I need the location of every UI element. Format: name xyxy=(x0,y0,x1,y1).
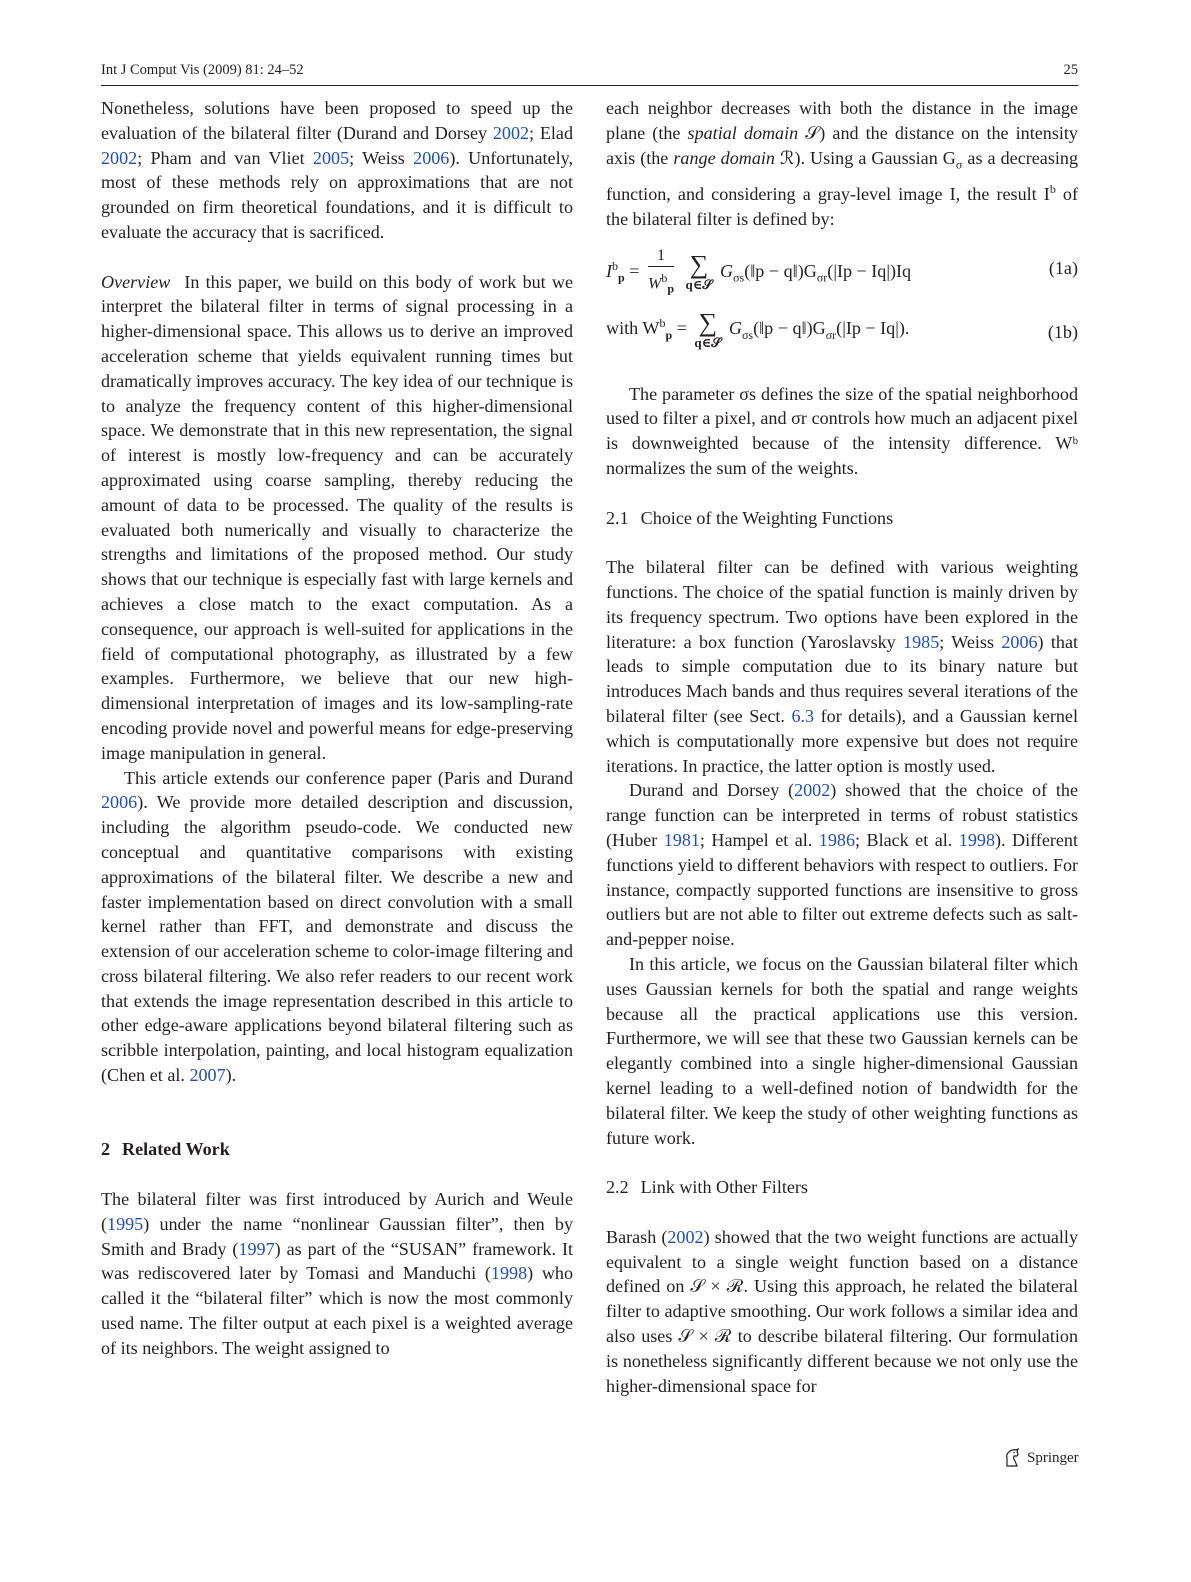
springer-horse-icon xyxy=(1003,1448,1021,1468)
fraction: $\frac{1}{W^b_p}$ xyxy=(647,246,674,296)
paragraph-extends: This article extends our conference paper (Paris and Durand 2006). We provide more detailed description and discussion, including the algorithm pseudo-code. We conducted new conceptual and quantitative comparisons with existing approximations of the bilateral filter. We describe a new and faster implementation based on direct convolution with a small kernel rather than FFT, and demonstrate and discuss the extension of our acceleration scheme to color-image filtering and cross bilateral filtering. We also refer readers to our recent work that extends the image representation described in this article to other edge-aware applications beyond bilateral filtering such as scribble interpolation, painting, and local histogram equalization (Chen et al. 2007). xyxy=(101,767,573,1086)
publisher-logo xyxy=(1003,1448,1079,1468)
paragraph-related-work: The bilateral filter was first introduced by Aurich and Weule (1995) under the name “nonlinear Gaussian filter”, then by Smith and Brady (1997) as part of the “SUSAN” framework. It was rediscovered later by Tomasi and Manduchi (1998) who called it the “bilateral filter” which is now the most commonly used name. The filter output at each pixel is a weighted average of its neighbors. The weight assigned to xyxy=(101,1189,573,1358)
citation-link[interactable]: 1995 xyxy=(107,1213,144,1234)
summation-symbol: ∑ q∈𝒮 xyxy=(694,307,722,350)
summation-symbol: ∑ q∈𝒮 xyxy=(685,250,713,293)
citation-link[interactable]: 2002 xyxy=(667,1226,704,1247)
citation-link[interactable]: 1981 xyxy=(663,829,700,850)
paragraph-neighbor-weight: each neighbor decreases with both the distance in the image plane (the spatial domain 𝒮) and the distance on the intensity axis (the range domain ℛ). Using a Gaussian $G_\sigma$ as a decreasing function, and considering a gray-level image I, the result $I^b$ of the bilateral filter is defined by: xyxy=(606,98,1078,229)
equation-1b: with $W^b_p$ = ∑ q∈𝒮 $G_{\sigma s}(‖p$ − $q‖)G_{\sigma r}(|Ip - Iq|)$. (1b) xyxy=(606,307,1078,350)
paragraph-weighting: The bilateral filter can be defined with various weighting functions. The choice of the spatial function is mainly driven by its frequency spectrum. Two options have been explored in the literature: a box function (Yaroslavsky 1985; Weiss 2006) that leads to simple computation due to its binary nature but introduces Mach bands and thus requires several iterations of the bilateral filter (see Sect. 6.3 for details), and a Gaussian kernel which is computationally more expensive but does not require iterations. In practice, the latter option is mostly used. xyxy=(606,557,1079,776)
equation-number: (1a) xyxy=(1048,257,1078,278)
citation-link[interactable]: 2007 xyxy=(189,1065,226,1086)
equation-1a: $I^b_p$ = $\frac{1}{W^b_p}$ ∑ q∈𝒮 $G_{\sigma s}(‖p$ − $q‖)G_{\sigma r}(|Ip - Iq|)Iq$ (1a) xyxy=(606,246,1078,296)
left-column xyxy=(101,96,573,1361)
citation-link[interactable]: 1998 xyxy=(958,829,995,850)
citation-link[interactable]: 2006 xyxy=(1001,631,1038,652)
citation-link[interactable]: 1985 xyxy=(903,631,940,652)
citation-link[interactable]: 2002 xyxy=(492,122,530,143)
citation-link[interactable]: 1986 xyxy=(818,829,855,850)
citation-link[interactable]: 2002 xyxy=(794,780,831,801)
citation-link[interactable]: 1998 xyxy=(490,1263,528,1284)
equation-number: (1b) xyxy=(1047,321,1078,342)
paragraph-overview: Overview In this paper, we build on this body of work but we interpret the bilateral filter in terms of signal processing in a higher-dimensional space. This allows us to derive an improved acceleration scheme that yields equivalent running times but dramatically improves accuracy. The key idea of our technique is to analyze the frequency content of this higher-dimensional space. We demonstrate that in this new representation, the signal of interest is mostly low-frequency and can be accurately approximated using coarse sampling, thereby reducing the amount of data to be processed. The quality of the results is evaluated both numerically and visually to characterize the strengths and limitations of the proposed method. Our study shows that our technique is especially fast with large kernels and achieves a close match to the exact computation. As a consequence, our approach is well-suited for applications in the field of computational photography, as illustrated by a few examples. Furthermore, we believe that our new high-dimensional interpretation of images and its low-sampling-rate encoding provide novel and powerful means for edge-preserving image manipulation in general. xyxy=(101,271,573,763)
citation-link[interactable]: 2006 xyxy=(101,792,138,813)
citation-link[interactable]: 1997 xyxy=(238,1238,275,1259)
subsection-heading-other-filters: 2.2 Link with Other Filters xyxy=(606,1177,808,1198)
page-number: 25 xyxy=(1063,62,1078,78)
overview-heading: Overview xyxy=(101,271,171,292)
paragraph-robust-statistics: Durand and Dorsey (2002) showed that the choice of the range function can be interpreted in terms of robust statistics (Huber 1981; Hampel et al. 1986; Black et al. 1998). Different functions yield to different behaviors with respect to outliers. For instance, compactly supported functions are insensitive to gross outliers but are not able to filter out extreme defects such as salt-and-pepper noise. xyxy=(606,780,1079,950)
publisher-name: Springer xyxy=(1027,1449,1079,1466)
section-heading-related-work: 2 Related Work xyxy=(101,1139,230,1160)
paragraph-speedup: Nonetheless, solutions have been proposed to speed up the evaluation of the bilateral filter (Durand and Dorsey 2002; Elad 2002; Pham and van Vliet 2005; Weiss 2006). Unfortunately, most of these methods rely on approximations that are not grounded on firm theoretical foundations, and it is difficult to evaluate the accuracy that is sacrificed. xyxy=(101,98,573,242)
header-rule xyxy=(101,85,1078,86)
right-column xyxy=(606,96,1078,1398)
paragraph-barash: Barash (2002) showed that the two weight functions are actually equivalent to a single weight function based on a distance defined on 𝒮 × ℛ. Using this approach, he related the bilateral filter to adaptive smoothing. Our work follows a similar idea and also uses 𝒮 × ℛ to describe bilateral filtering. Our formulation is nonetheless significantly different because we not only use the higher-dimensional space for xyxy=(606,1226,1078,1396)
subsection-heading-weighting: 2.1 Choice of the Weighting Functions xyxy=(606,507,894,528)
journal-citation: Int J Comput Vis (2009) 81: 24–52 xyxy=(101,62,304,78)
citation-link[interactable]: 2005 xyxy=(312,147,350,168)
citation-link[interactable]: 2002 xyxy=(101,147,138,168)
section-link[interactable]: 6.3 xyxy=(791,705,815,726)
paragraph-parameters: The parameter σs defines the size of the spatial neighborhood used to filter a pixel, and σr controls how much an adjacent pixel is downweighted because of the intensity difference. Wᵇ normalizes the sum of the weights. xyxy=(606,383,1078,479)
citation-link[interactable]: 2006 xyxy=(413,147,450,168)
paragraph-gaussian-focus: In this article, we focus on the Gaussian bilateral filter which uses Gaussian kernels for both the spatial and range weights because all the practical applications use this version. Furthermore, we will see that these two Gaussian kernels can be elegantly combined into a single higher-dimensional Gaussian kernel leading to a well-defined notion of bandwidth for the bilateral filter. We keep the study of other weighting functions as future work. xyxy=(606,953,1078,1148)
running-head xyxy=(101,62,1078,79)
